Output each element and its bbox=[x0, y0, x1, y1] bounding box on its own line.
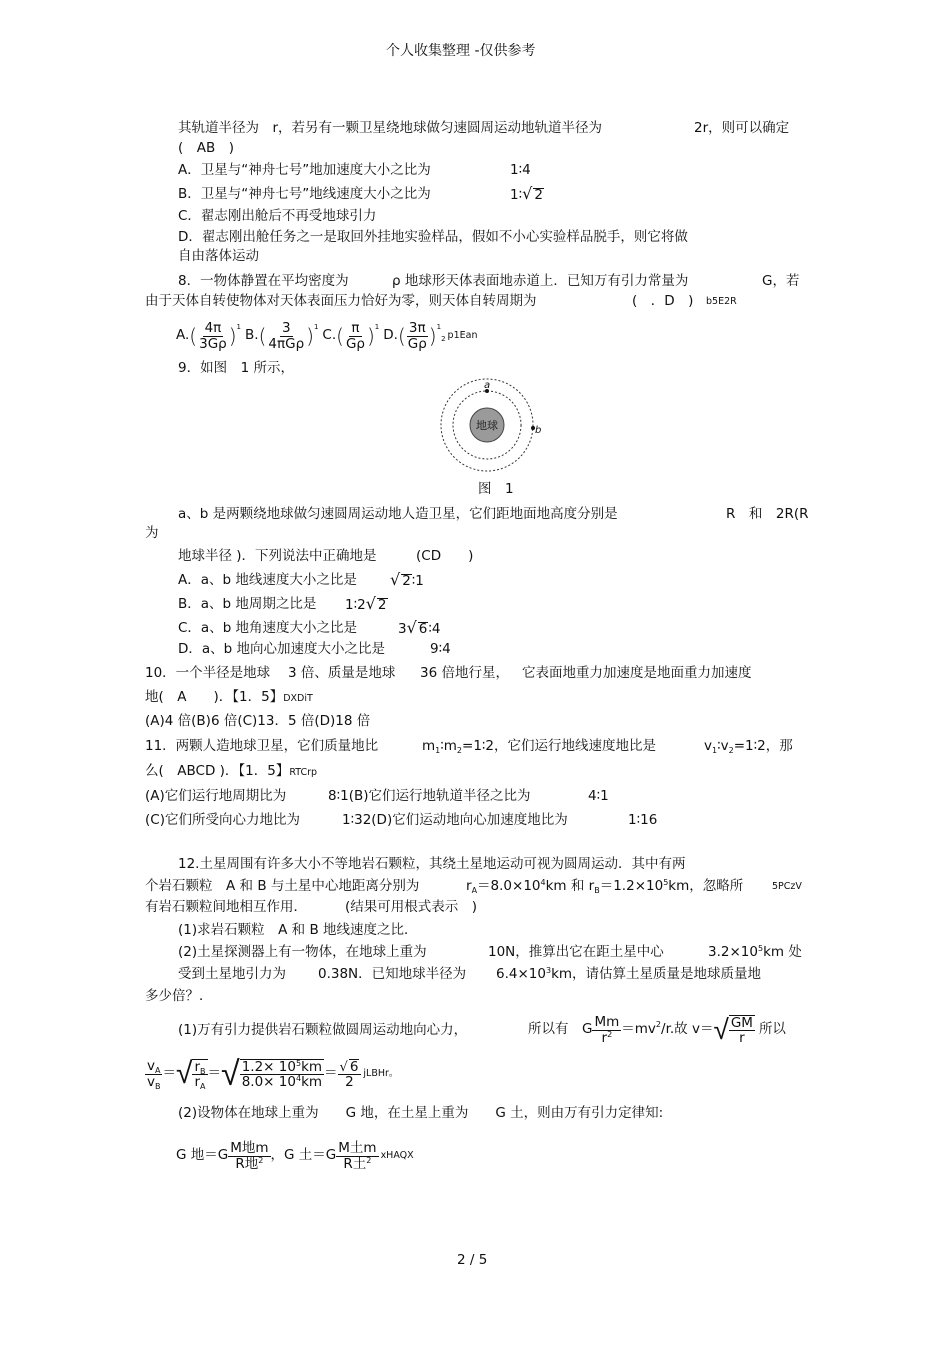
q10-stem-4: 它表面地重力加速度是地面重力加速度 bbox=[522, 665, 752, 681]
q12-part-2: (2)土星探测器上有一物体，在地球上重为 bbox=[178, 944, 427, 960]
q9-sentence-1: a、b 是两颗绕地球做匀速圆周运动地人造卫星，它们距地面地高度分别是 bbox=[178, 506, 618, 522]
q8-stem-4: 由于天体自转使物体对天体表面压力恰好为零，则天体自转周期为 bbox=[145, 293, 537, 309]
solution-1-text: (1)万有引力提供岩石颗粒做圆周运动地向心力， bbox=[178, 1022, 468, 1038]
q9-stem: 9．如图 1 所示， bbox=[178, 360, 294, 376]
q11-stem-3: $v_1∶v_2=1∶2$，那 bbox=[704, 738, 793, 755]
solution-2-formula: $\frac{v_A}{v_B}$ ＝ √ $\frac{r_B}{r_A}$ ＝ √ $\frac{1.2\times 10^5km}{8.0\times 10^4km}$ ＝ $\frac{√ 6}{2}$ jLBHr。 bbox=[147, 1054, 399, 1094]
q8-stem-1: 8．一物体静置在平均密度为 bbox=[178, 273, 349, 289]
q7-option-b: B．卫星与“神舟七号”地线速度大小之比为 bbox=[178, 186, 431, 202]
q11-option-b-value: 4∶1 bbox=[588, 788, 609, 804]
q12-tag: 5PCzV bbox=[772, 881, 802, 892]
q9-option-b-value: 1∶2√ 2 bbox=[345, 594, 387, 613]
q12-part-2c: $3.2\times 10^5km$ 处 bbox=[708, 944, 802, 960]
q12-stem-1: 12.土星周围有许多大小不等地岩石颗粒，其绕土星地运动可视为圆周运动．其中有两 bbox=[178, 856, 686, 872]
page-number: 2 / 5 bbox=[457, 1252, 488, 1268]
q12-part-3b: 0.38N．已知地球半径为 bbox=[318, 966, 467, 982]
q12-part-3: 受到土星地引力为 bbox=[178, 966, 286, 982]
q7-option-c: C．翟志刚出舱后不再受地球引力 bbox=[178, 208, 377, 224]
q8-option-c-frac: $\frac{\pi}{G\rho}$ bbox=[345, 320, 365, 352]
q10-stem-1: 10．一个半径是地球 bbox=[145, 665, 271, 681]
q8-answer: ( ．D ) bbox=[632, 293, 694, 309]
q8-option-b-frac: $\frac{3}{\text{4πGρ}}$ bbox=[268, 320, 305, 352]
q9-sentence-1c: 为 bbox=[145, 525, 159, 541]
q11-stem-2: $m_1∶m_2=1∶2$，它们运行地线速度地比是 bbox=[422, 738, 657, 755]
q9-option-d-value: 9∶4 bbox=[430, 641, 451, 657]
q7-answer: ( AB ) bbox=[178, 140, 235, 156]
q11-stem-1: 11．两颗人造地球卫星，它们质量地比 bbox=[145, 738, 379, 754]
q9-answer: (CD ) bbox=[416, 548, 474, 564]
q7-stem: 其轨道半径为 r，若另有一颗卫星绕地球做匀速圆周运动地轨道半径为 bbox=[178, 120, 603, 136]
figure-caption: 图 1 bbox=[478, 481, 514, 497]
q7-option-b-value: 1∶√ 2 bbox=[510, 184, 543, 203]
q11-option-c: (C)它们所受向心力地比为 bbox=[145, 812, 300, 828]
q10-options: (A)4 倍(B)6 倍(C)13．5 倍(D)18 倍 bbox=[145, 713, 371, 729]
solution-3-text: (2)设物体在地球上重为 G 地，在土星上重为 G 土，则由万有引力定律知: bbox=[178, 1105, 664, 1121]
q8-option-b-label: B. bbox=[245, 327, 259, 344]
q8-option-d-frac: $\frac{3\pi}{G\rho}$ bbox=[407, 320, 427, 352]
earth-label: 地球 bbox=[476, 419, 498, 432]
q9-option-a: A．a、b 地线速度大小之比是 bbox=[178, 572, 357, 588]
q9-option-d: D．a、b 地向心加速度大小之比是 bbox=[178, 641, 386, 657]
q7-option-d-cont: 自由落体运动 bbox=[178, 248, 259, 264]
q12-part-3c: $6.4\times 10^3km$，请估算土星质量是地球质量地 bbox=[496, 966, 762, 982]
q12-part-2b: 10N，推算出它在距土星中心 bbox=[488, 944, 664, 960]
q8-option-c-label: C. bbox=[322, 327, 337, 344]
page-header: 个人收集整理 -仅供参考 bbox=[386, 43, 536, 59]
q7-option-a-value: 1∶4 bbox=[510, 162, 531, 178]
q10-stem-5: 地( A )．【1．5】DXDiT bbox=[145, 689, 313, 705]
q12-part-4: 多少倍？． bbox=[145, 988, 213, 1004]
q11-option-d-value: 1∶16 bbox=[628, 812, 658, 828]
q7-option-d: D．翟志刚出舱任务之一是取回外挂地实验样品，假如不小心实验样品脱手，则它将做 bbox=[178, 229, 688, 245]
q8-option-a-label: A. bbox=[176, 327, 190, 344]
q11-option-d: 1∶32(D)它们运动地向心加速度地比为 bbox=[342, 812, 568, 828]
solution-1-formula: 所以有 G $\frac{Mm}{r^2}$ ＝mv 2 /r.故 v＝ √ $\frac{GM}{r}$ 所以 bbox=[528, 1013, 786, 1046]
q9-option-c-value: 3√ 6∶4 bbox=[398, 618, 441, 637]
q12-part-1: (1)求岩石颗粒 A 和 B 地线速度之比． bbox=[178, 922, 418, 938]
q8-option-d-label: D. bbox=[383, 327, 398, 344]
q11-stem-4: 么( ABCD )．【1．5】RTCrp bbox=[145, 763, 318, 779]
figure-orbits bbox=[434, 378, 544, 474]
q9-option-b: B．a、b 地周期之比是 bbox=[178, 596, 317, 612]
q11-option-b: 8∶1(B)它们运行地轨道半径之比为 bbox=[328, 788, 531, 804]
q8-options: A. ( $\frac{4\pi}{3G\rho}$ ) 1 B. ( $\frac{3}{\text{4πGρ}}$ ) 1 C. ( $\frac{\pi}{G\rho}$ ) 1 D. ( $\frac{3\pi}{G\rho}$ ) 1 2 p1Ean bbox=[176, 320, 478, 352]
q9-option-c: C．a、b 地角速度大小之比是 bbox=[178, 620, 358, 636]
q8-tag-2: p1Ean bbox=[447, 330, 478, 342]
q10-stem-2: 3 倍、质量是地球 bbox=[288, 665, 396, 681]
q12-stem-4: 有岩石颗粒间地相互作用． bbox=[145, 899, 307, 915]
q9-sentence-2: 地球半径 )．下列说法中正确地是 bbox=[178, 548, 377, 564]
q10-stem-3: 36 倍地行星， bbox=[420, 665, 509, 681]
q9-sentence-1b: R 和 2R(R bbox=[726, 506, 809, 522]
q8-tag: b5E2R bbox=[706, 296, 737, 307]
q9-option-a-value: √ 2∶1 bbox=[390, 570, 424, 589]
q12-stem-3: $r_A=8.0\times 10^4km$ 和 $r_B=1.2\times 10^5km$，忽略所 bbox=[466, 878, 744, 895]
solution-4-formula: G 地＝G $\frac{\text{M地m}}{R地^2}$ ，G 土＝G $\frac{\text{M土m}}{R土^2}$ xHAQX bbox=[176, 1140, 414, 1172]
satellite-a-label: a bbox=[484, 380, 491, 391]
satellite-b-label: b bbox=[535, 425, 542, 436]
q8-option-a-frac: $\frac{4\pi}{3G\rho}$ bbox=[199, 320, 227, 352]
q7-stem-tail: 2r，则可以确定 bbox=[694, 120, 790, 136]
q8-stem-3: G，若 bbox=[762, 273, 800, 289]
q12-stem-5: (结果可用根式表示 ) bbox=[345, 899, 478, 915]
q7-option-a: A．卫星与“神舟七号”地加速度大小之比为 bbox=[178, 162, 431, 178]
q11-option-a: (A)它们运行地周期比为 bbox=[145, 788, 287, 804]
q12-stem-2: 个岩石颗粒 A 和 B 与土星中心地距离分别为 bbox=[145, 878, 420, 894]
q8-stem-2: ρ 地球形天体表面地赤道上．已知万有引力常量为 bbox=[392, 273, 689, 289]
